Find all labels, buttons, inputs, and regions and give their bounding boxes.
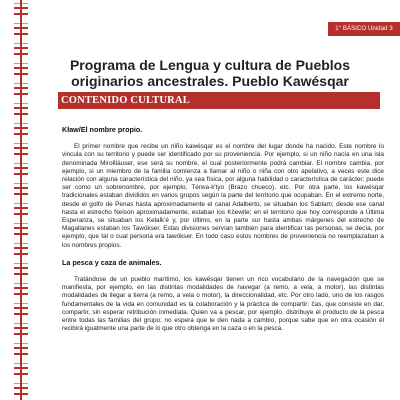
heading-pesca-caza: La pesca y caza de animales.	[62, 257, 162, 267]
content-body	[62, 117, 384, 333]
paragraph-nombre-propio: El primer nombre que recibe un niño kawésqar es el nombre del lugar donde ha nacido. Este nombre lo vincula con su territorio y puede ser identificado por su proveniencia. Por ejemplo, si un niño nacía en una isla denominada Mirok̓láuser, ese será su nombre, el cual posteriormente podrá cambiar. El nombre cambia, por ejemplo, si un miembro de la familia comienza a llamar al niño o niña con otro apelativo, a veces este dice relación con alguna característica del niño, ya sea física, por alguna habilidad o característica de carácter; puede ser como un sobrenombre, por ejemplo, Térwa-k'tyo (Brazo chueco), etc. Por otra parte, los kawésqar tradicionales estaban divididos en varios grupos según la parte del territorio que ocupaban. En el extremo norte, desde el golfo de Penas hasta aproximadamente el canal Adalberto, se situaban los Sablam; desde ese canal hasta el estrecho Nelson aproximadamente, estaban los Kčewite; en el territorio que hoy corresponde a Última Esperanza, se situaban los Kelalk'é y, por último, en la parte sur hasta ambas márgenes del estrecho de Magallanes estaban los Tawókser. Estas divisiones servían también para identificar las personas, se decía, por ejemplo, que tal o cual persona era tawókser. En todo caso estos nombres de proveniencia no reemplazaban a los nombres propios.	[62, 143, 384, 249]
page-title: Programa de Lengua y cultura de Pueblos originarios ancestrales. Pueblo Kawésqar	[69, 57, 351, 89]
section-header: CONTENIDO CULTURAL	[58, 92, 380, 109]
decorative-left-border	[14, 0, 28, 400]
unit-tag: 1° BÁSICO Unidad 3	[328, 22, 400, 36]
heading-nombre-propio: Kław/El nombre propio.	[62, 125, 143, 134]
paragraph-pesca-caza: Tratándose de un pueblo marítimo, los kawésqar tienen un rico vocabulario de la navegación que se manifiesta, por ejemplo, en las distintas modalidades de navegar (a remo, a vela, a motor), las distintas modalidades de llegar a tierra (a remo, a vela o motor), la direccionalidad, etc. Por otro lado, uno de los rasgos fundamentales de la vida en comunidad es la colaboración y la práctica de compartir: čas, que consiste en dar, compartir, sin esperar retribución inmediata. Quien va a pescar, por ejemplo, distribuye el producto de la pesca entre todas las familias del grupo; no espera que le den nada a cambio, porque sabe que en otra ocasión él recibirá igualmente una parte de lo que otro obtenga en la caza o en la pesca.	[62, 276, 384, 333]
